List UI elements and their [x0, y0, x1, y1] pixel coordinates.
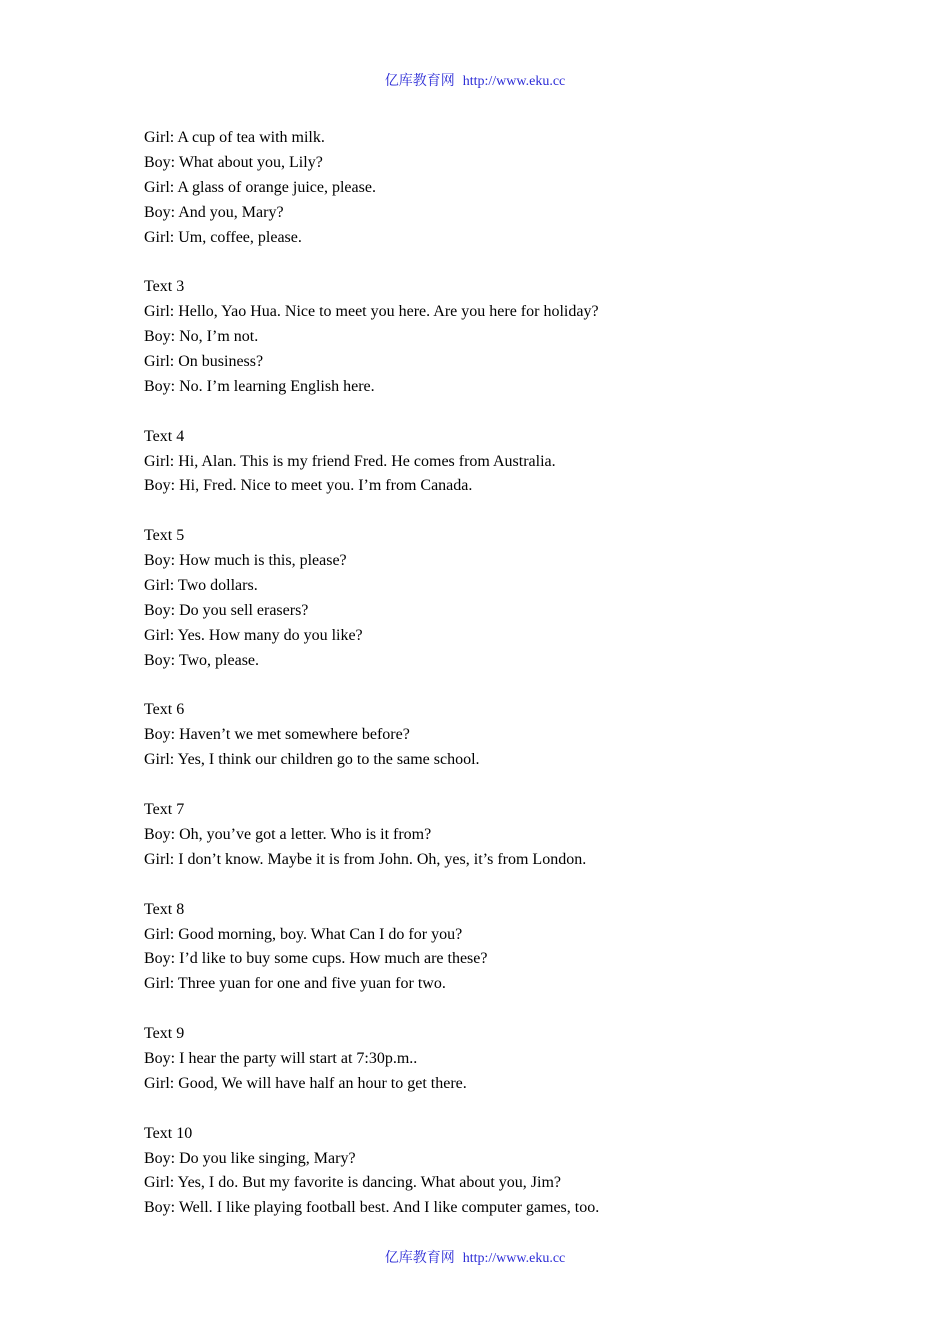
dialogue-line: Boy: What about you, Lily?: [144, 153, 323, 171]
dialogue-line: Boy: Well. I like playing football best. And I like computer games, too.: [144, 1199, 600, 1217]
text-section-7: [144, 798, 864, 873]
dialogue-line: Boy: Hi, Fred. Nice to meet you. I’m from Canada.: [144, 477, 473, 495]
text-section-9: [144, 1022, 864, 1097]
dialogue-line: Girl: Hello, Yao Hua. Nice to meet you here. Are you here for holiday?: [144, 303, 599, 321]
dialogue-line: Boy: And you, Mary?: [144, 203, 284, 221]
dialogue-line: Girl: Yes. How many do you like?: [144, 626, 363, 644]
section-title: Text 5: [144, 527, 185, 545]
header-site-name: 亿库教育网: [384, 74, 455, 89]
section-title: Text 9: [144, 1025, 185, 1043]
section-title: Text 7: [144, 801, 185, 819]
footer-url: http://www.eku.cc: [462, 1251, 566, 1266]
dialogue-line: Girl: A cup of tea with milk.: [144, 129, 325, 146]
dialogue-line: Girl: Three yuan for one and five yuan for two.: [144, 975, 446, 993]
text-section-8: [144, 898, 864, 998]
section-title: Text 6: [144, 701, 185, 719]
text-section-10: [144, 1122, 864, 1222]
section-title: Text 10: [144, 1124, 193, 1142]
dialogue-line: Boy: No. I’m learning English here.: [144, 377, 375, 395]
dialogue-line: Girl: A glass of orange juice, please.: [144, 178, 376, 196]
header-url: http://www.eku.cc: [462, 74, 566, 89]
dialogue-line: Boy: No, I’m not.: [144, 328, 259, 346]
dialogue-line: Girl: Good morning, boy. What Can I do for you?: [144, 925, 463, 943]
dialogue-line: Boy: Do you sell erasers?: [144, 601, 309, 619]
footer-site-name: 亿库教育网: [384, 1251, 455, 1266]
section-title: Text 8: [144, 900, 185, 918]
section-title: Text 3: [144, 278, 185, 296]
dialogue-line: Boy: I’d like to buy some cups. How much are these?: [144, 950, 488, 968]
dialogue-line: Boy: Oh, you’ve got a letter. Who is it from?: [144, 825, 432, 843]
dialogue-line: Girl: Yes, I do. But my favorite is dancing. What about you, Jim?: [144, 1174, 561, 1192]
dialogue-line: Girl: Um, coffee, please.: [144, 228, 302, 246]
dialogue-line: Girl: Two dollars.: [144, 577, 258, 595]
dialogue-line: Girl: On business?: [144, 353, 264, 371]
text-section-5: [144, 524, 864, 673]
section-title: Text 4: [144, 427, 185, 445]
text-section-6: [144, 698, 864, 773]
dialogue-line: Boy: Haven’t we met somewhere before?: [144, 726, 410, 744]
dialogue-line: Girl: Yes, I think our children go to the same school.: [144, 751, 480, 769]
text-section-3: [144, 275, 864, 399]
intro-section: [144, 126, 864, 250]
dialogue-transcript: [144, 126, 864, 1221]
text-section-4: [144, 425, 864, 500]
dialogue-line: Girl: Good, We will have half an hour to get there.: [144, 1074, 467, 1092]
dialogue-line: Boy: I hear the party will start at 7:30p.m..: [144, 1049, 418, 1067]
dialogue-line: Boy: How much is this, please?: [144, 552, 347, 570]
dialogue-line: Girl: Hi, Alan. This is my friend Fred. He comes from Australia.: [144, 452, 556, 470]
page-header: [0, 70, 950, 90]
dialogue-line: Boy: Two, please.: [144, 651, 260, 669]
page-footer: [0, 1247, 950, 1267]
dialogue-line: Boy: Do you like singing, Mary?: [144, 1149, 356, 1167]
dialogue-line: Girl: I don’t know. Maybe it is from John. Oh, yes, it’s from London.: [144, 850, 587, 868]
